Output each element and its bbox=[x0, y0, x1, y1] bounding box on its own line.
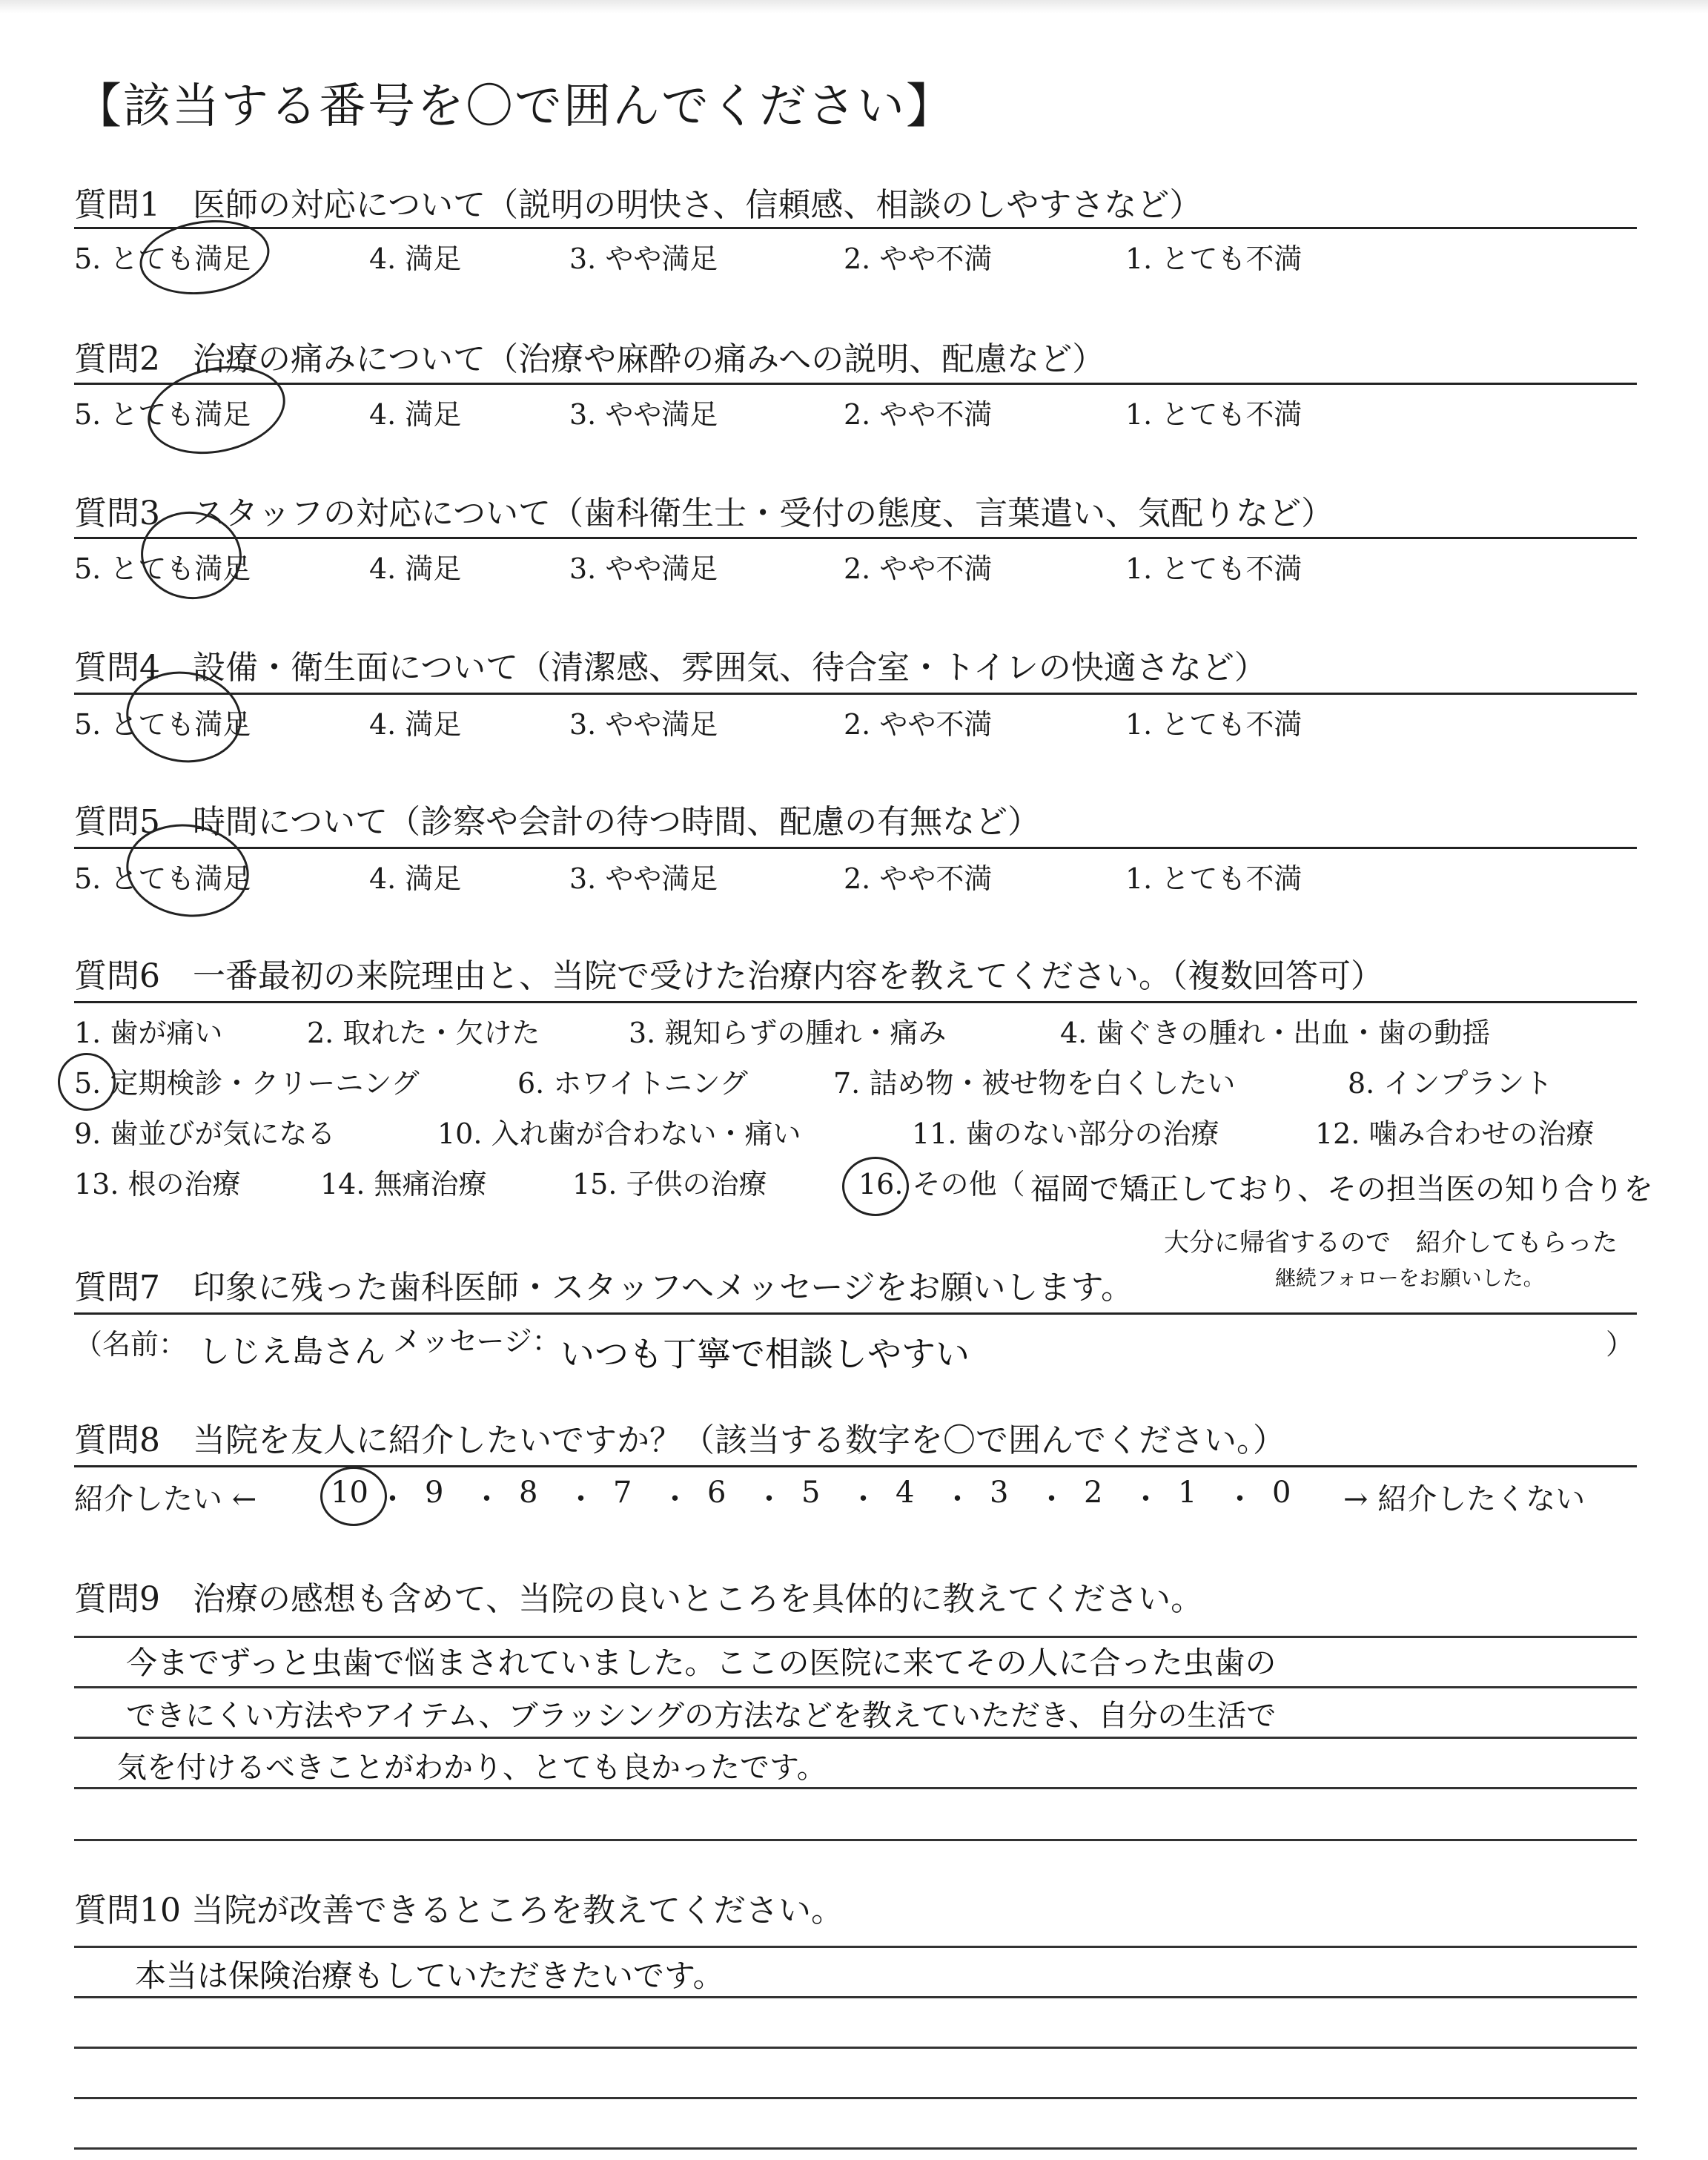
question-5-title: 質問5 時間について（診察や会計の待つ時間、配慮の有無など） bbox=[74, 803, 1041, 841]
q6-other-text-line-1: 福岡で矯正しており、その担当医の知り合りを bbox=[1030, 1172, 1653, 1206]
q9-write-line-2 bbox=[74, 1686, 1637, 1688]
q5-option-5[interactable]: 5. とても満足 bbox=[74, 862, 251, 895]
q6-option-13[interactable]: 13. 根の治療 bbox=[74, 1168, 241, 1200]
q2-option-2[interactable]: 2. やや不満 bbox=[844, 398, 993, 431]
q1-option-3[interactable]: 3. やや満足 bbox=[569, 242, 718, 275]
q8-scale-separator: ・ bbox=[471, 1482, 502, 1516]
q7-name-label: （名前： bbox=[74, 1328, 188, 1361]
q2-option-1[interactable]: 1. とても不満 bbox=[1125, 398, 1302, 431]
q8-scale-separator: ・ bbox=[942, 1482, 973, 1516]
question-4-rule bbox=[74, 693, 1637, 695]
question-8-rule bbox=[74, 1465, 1637, 1467]
q7-close-paren: ） bbox=[1606, 1328, 1635, 1361]
q8-scale-separator: ・ bbox=[754, 1482, 784, 1516]
q6-option-12[interactable]: 12. 噛み合わせの治療 bbox=[1315, 1117, 1595, 1150]
q5-option-2[interactable]: 2. やや不満 bbox=[844, 862, 993, 895]
q8-scale-value-10[interactable]: 10 bbox=[331, 1476, 368, 1510]
q8-scale-separator: ・ bbox=[377, 1482, 408, 1516]
q6-option-1[interactable]: 1. 歯が痛い bbox=[74, 1017, 223, 1049]
q6-other-text-line-2: 大分に帰省するので 紹介してもらった bbox=[1164, 1228, 1618, 1258]
q6-option-5[interactable]: 5. 定期検診・クリーニング bbox=[74, 1067, 420, 1100]
question-7-title: 質問7 印象に残った歯科医師・スタッフへメッセージをお願いします。 bbox=[74, 1269, 1133, 1307]
q6-option-4[interactable]: 4. 歯ぐきの腫れ・出血・歯の動揺 bbox=[1060, 1017, 1491, 1049]
q2-option-5[interactable]: 5. とても満足 bbox=[74, 398, 251, 431]
q4-option-2[interactable]: 2. やや不満 bbox=[844, 708, 993, 741]
q8-scale-separator: ・ bbox=[566, 1482, 596, 1516]
q7-message-label: メッセージ： bbox=[393, 1325, 560, 1358]
q9-write-line-1 bbox=[74, 1636, 1637, 1638]
q3-option-2[interactable]: 2. やや不満 bbox=[844, 552, 993, 585]
question-3-title: 質問3 スタッフの対応について（歯科衛生士・受付の態度、言葉遣い、気配りなど） bbox=[74, 495, 1334, 532]
q4-option-3[interactable]: 3. やや満足 bbox=[569, 708, 718, 741]
q9-write-line-3 bbox=[74, 1737, 1637, 1739]
question-6-rule bbox=[74, 1001, 1637, 1003]
q10-answer-line-1[interactable]: 本当は保険治療もしていただきたいです。 bbox=[135, 1958, 724, 1994]
question-9-title: 質問9 治療の感想も含めて、当院の良いところを具体的に教えてください。 bbox=[74, 1580, 1204, 1618]
q10-write-line-1 bbox=[74, 1946, 1637, 1948]
q8-scale-separator: ・ bbox=[1131, 1482, 1161, 1516]
q6-option-16[interactable]: 16. その他（ bbox=[858, 1168, 1025, 1200]
q8-scale-value-2[interactable]: 2 bbox=[1084, 1476, 1103, 1510]
question-2-rule bbox=[74, 383, 1637, 385]
q5-option-4[interactable]: 4. 満足 bbox=[369, 862, 462, 895]
q8-scale-separator: ・ bbox=[660, 1482, 690, 1516]
q8-scale-separator: ・ bbox=[848, 1482, 878, 1516]
question-5-rule bbox=[74, 847, 1637, 849]
q6-option-15[interactable]: 15. 子供の治療 bbox=[572, 1168, 767, 1200]
q9-write-line-5 bbox=[74, 1839, 1637, 1841]
q4-option-1[interactable]: 1. とても不満 bbox=[1125, 708, 1302, 741]
q8-left-label: 紹介したい ← bbox=[74, 1482, 257, 1516]
question-7-rule bbox=[74, 1312, 1637, 1315]
q8-scale-value-4[interactable]: 4 bbox=[896, 1476, 915, 1510]
q9-write-line-4 bbox=[74, 1787, 1637, 1789]
q1-option-5[interactable]: 5. とても満足 bbox=[74, 242, 251, 275]
q3-option-1[interactable]: 1. とても不満 bbox=[1125, 552, 1302, 585]
q8-scale-value-8[interactable]: 8 bbox=[519, 1476, 538, 1510]
q9-answer-line-2[interactable]: できにくい方法やアイテム、ブラッシングの方法などを教えていただき、自分の生活で bbox=[126, 1699, 1277, 1733]
q7-name-value[interactable]: しじえ島さん bbox=[199, 1333, 386, 1370]
question-2-title: 質問2 治療の痛みについて（治療や麻酔の痛みへの説明、配慮など） bbox=[74, 340, 1105, 378]
q6-option-2[interactable]: 2. 取れた・欠けた bbox=[307, 1017, 540, 1049]
q6-option-6[interactable]: 6. ホワイトニング bbox=[517, 1067, 748, 1100]
q4-option-5[interactable]: 5. とても満足 bbox=[74, 708, 251, 741]
q1-option-4[interactable]: 4. 満足 bbox=[369, 242, 462, 275]
q8-scale-value-0[interactable]: 0 bbox=[1272, 1476, 1291, 1510]
q8-right-label: → 紹介したくない bbox=[1343, 1482, 1586, 1516]
q10-write-line-5 bbox=[74, 2147, 1637, 2150]
q1-option-2[interactable]: 2. やや不満 bbox=[844, 242, 993, 275]
question-3-rule bbox=[74, 537, 1637, 539]
q6-other-text-line-3: 継続フォローをお願いした。 bbox=[1275, 1266, 1544, 1290]
q6-option-11[interactable]: 11. 歯のない部分の治療 bbox=[912, 1117, 1219, 1150]
q6-option-10[interactable]: 10. 入れ歯が合わない・痛い bbox=[437, 1117, 801, 1150]
q10-write-line-4 bbox=[74, 2097, 1637, 2099]
q8-scale-value-7[interactable]: 7 bbox=[613, 1476, 632, 1510]
question-6-title: 質問6 一番最初の来院理由と、当院で受けた治療内容を教えてください。（複数回答可） bbox=[74, 957, 1383, 995]
q8-scale-separator: ・ bbox=[1036, 1482, 1067, 1516]
q10-write-line-3 bbox=[74, 2047, 1637, 2049]
question-1-rule bbox=[74, 227, 1637, 229]
q6-option-7[interactable]: 7. 詰め物・被せ物を白くしたい bbox=[833, 1067, 1236, 1100]
q8-scale-value-1[interactable]: 1 bbox=[1178, 1476, 1197, 1510]
scan-top-edge bbox=[0, 0, 1708, 13]
q3-option-5[interactable]: 5. とても満足 bbox=[74, 552, 251, 585]
q1-option-1[interactable]: 1. とても不満 bbox=[1125, 242, 1302, 275]
q3-option-4[interactable]: 4. 満足 bbox=[369, 552, 462, 585]
q6-option-8[interactable]: 8. インプラント bbox=[1348, 1067, 1553, 1100]
q8-scale-value-9[interactable]: 9 bbox=[425, 1476, 444, 1510]
q7-message-value[interactable]: いつも丁寧で相談しやすい bbox=[560, 1334, 970, 1374]
q8-scale-value-3[interactable]: 3 bbox=[990, 1476, 1009, 1510]
q2-option-3[interactable]: 3. やや満足 bbox=[569, 398, 718, 431]
q2-option-4[interactable]: 4. 満足 bbox=[369, 398, 462, 431]
page-title: 【該当する番号を〇で囲んでください】 bbox=[74, 79, 955, 134]
question-1-title: 質問1 医師の対応について（説明の明快さ、信頼感、相談のしやすさなど） bbox=[74, 186, 1202, 224]
q5-option-1[interactable]: 1. とても不満 bbox=[1125, 862, 1302, 895]
q3-option-3[interactable]: 3. やや満足 bbox=[569, 552, 718, 585]
q8-scale-separator: ・ bbox=[1225, 1482, 1255, 1516]
q6-option-14[interactable]: 14. 無痛治療 bbox=[320, 1168, 487, 1200]
q6-option-9[interactable]: 9. 歯並びが気になる bbox=[74, 1117, 336, 1150]
question-10-title: 質問10 当院が改善できるところを教えてください。 bbox=[74, 1892, 844, 1929]
q10-write-line-2 bbox=[74, 1996, 1637, 1998]
question-8-title: 質問8 当院を友人に紹介したいですか？（該当する数字を〇で囲んでください。） bbox=[74, 1421, 1285, 1459]
question-4-title: 質問4 設備・衛生面について（清潔感、雰囲気、待合室・トイレの快適さなど） bbox=[74, 649, 1267, 687]
q5-option-3[interactable]: 3. やや満足 bbox=[569, 862, 718, 895]
q8-scale-value-6[interactable]: 6 bbox=[707, 1476, 726, 1510]
q9-answer-line-1[interactable]: 今までずっと虫歯で悩まされていました。ここの医院に来てその人に合った虫歯の bbox=[126, 1645, 1277, 1681]
q8-scale-value-5[interactable]: 5 bbox=[801, 1476, 821, 1510]
q6-option-3[interactable]: 3. 親知らずの腫れ・痛み bbox=[629, 1017, 947, 1049]
q4-option-4[interactable]: 4. 満足 bbox=[369, 708, 462, 741]
q9-answer-line-3[interactable]: 気を付けるべきことがわかり、とても良かったです。 bbox=[117, 1751, 827, 1785]
